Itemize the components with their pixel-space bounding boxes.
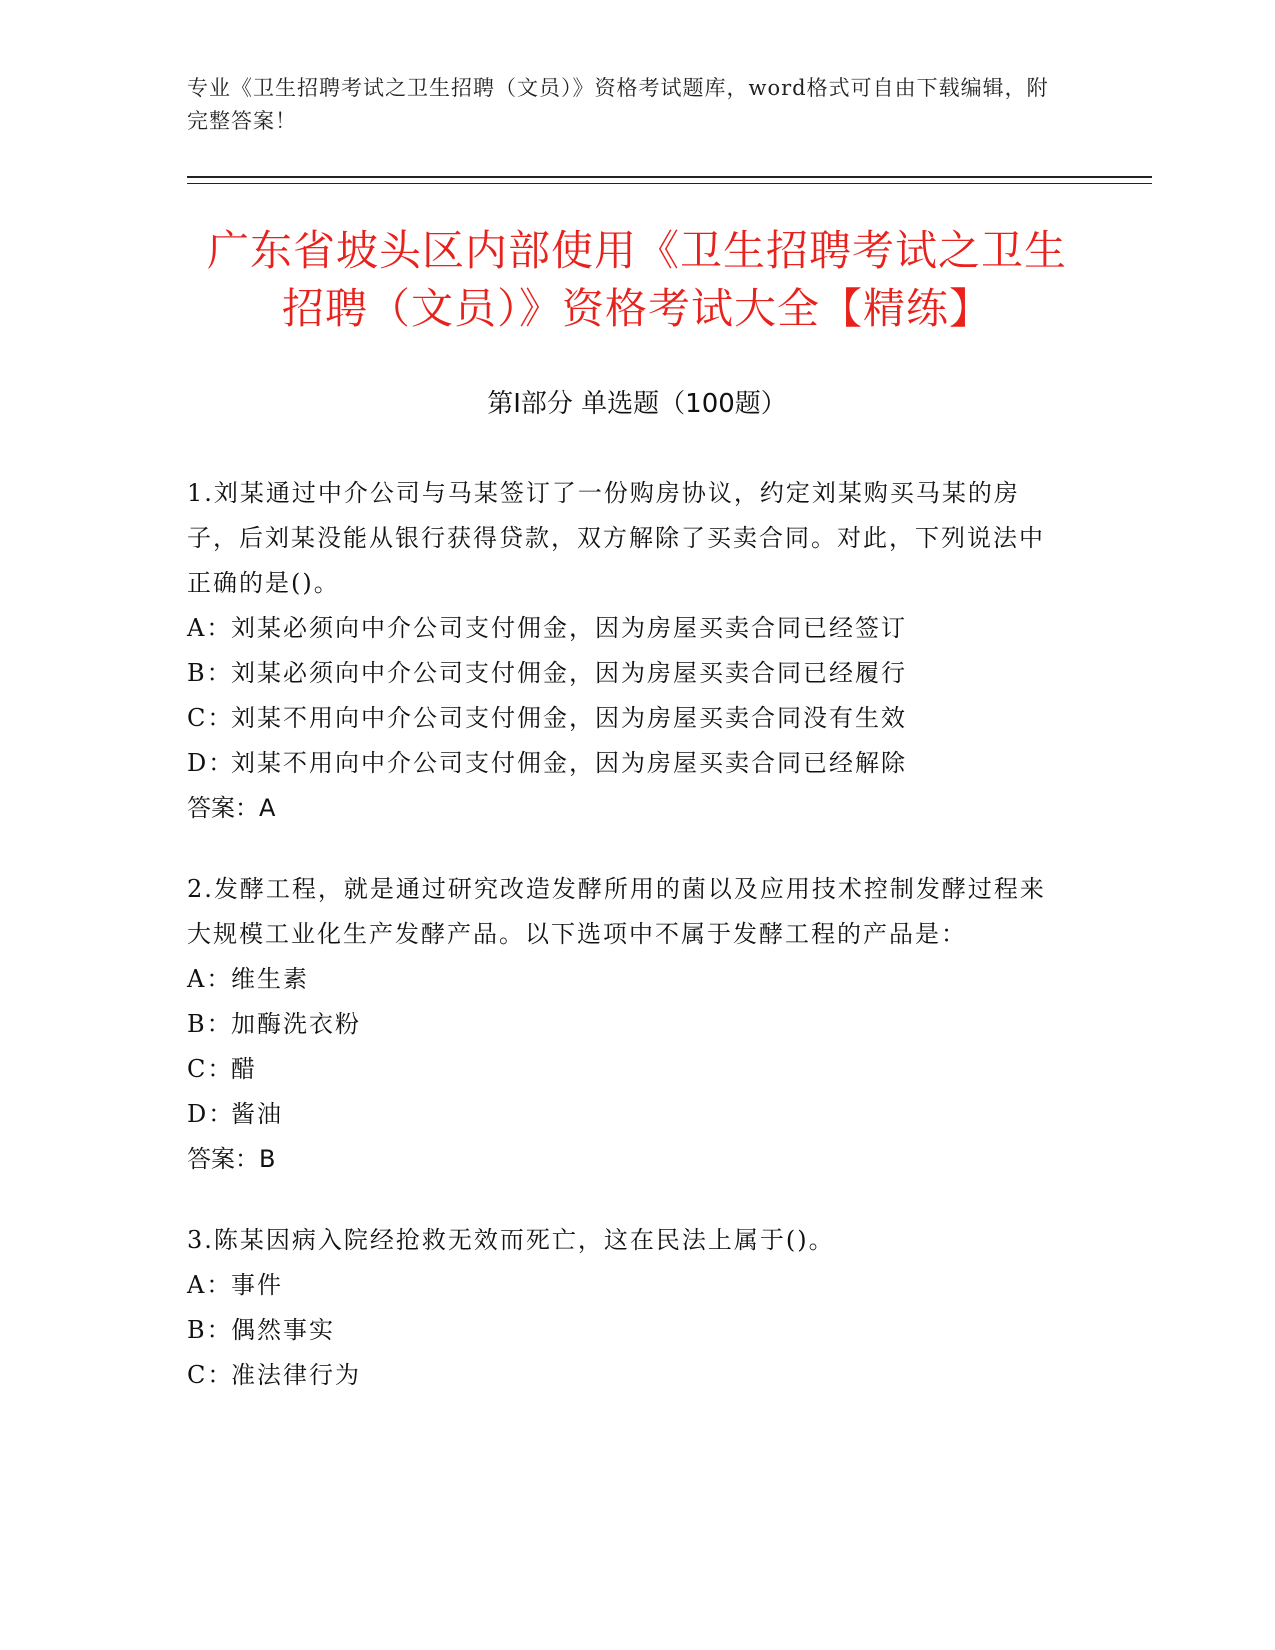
question-stem: 3.陈某因病入院经抢救无效而死亡，这在民法上属于()。 [187, 1226, 835, 1254]
option-text: 刘某不用向中介公司支付佣金，因为房屋买卖合同已经解除 [231, 749, 907, 777]
option-b [187, 1002, 1067, 1047]
option-text: 刘某必须向中介公司支付佣金，因为房屋买卖合同已经签订 [231, 614, 907, 642]
option-key: D： [187, 749, 235, 777]
option-key: B： [187, 659, 233, 687]
option-key: A： [187, 965, 233, 993]
document-title: 广东省坡头区内部使用《卫生招聘考试之卫生招聘（文员）》资格考试大全【精练】 [206, 226, 1067, 333]
option-key: C： [187, 704, 234, 732]
option-b [187, 651, 1067, 696]
option-c [187, 696, 1067, 741]
option-list [187, 1263, 1067, 1398]
option-list [187, 606, 1067, 786]
option-key: D： [187, 1100, 235, 1128]
option-c [187, 1047, 1067, 1092]
option-text: 刘某必须向中介公司支付佣金，因为房屋买卖合同已经履行 [231, 659, 907, 687]
option-text: 准法律行为 [231, 1361, 361, 1389]
option-list [187, 957, 1067, 1137]
option-text: 醋 [231, 1055, 257, 1083]
option-text: 维生素 [231, 965, 309, 993]
option-d [187, 741, 1067, 786]
header-note: 专业《卫生招聘考试之卫生招聘（文员）》资格考试题库，word格式可自由下载编辑，附完整答案！ [187, 76, 1049, 133]
question-1 [187, 471, 1067, 831]
option-b [187, 1308, 1067, 1353]
option-key: B： [187, 1010, 233, 1038]
question-stem: 2.发酵工程，就是通过研究改造发酵所用的菌以及应用技术控制发酵过程来大规模工业化生产发酵产品。以下选项中不属于发酵工程的产品是： [187, 875, 1046, 948]
option-key: B： [187, 1316, 233, 1344]
option-text: 事件 [231, 1271, 283, 1299]
option-text: 偶然事实 [231, 1316, 335, 1344]
option-text: 加酶洗衣粉 [231, 1010, 361, 1038]
option-key: A： [187, 614, 233, 642]
option-text: 酱油 [231, 1100, 283, 1128]
header-divider-thick [187, 176, 1152, 178]
question-list [187, 471, 1067, 1434]
option-key: C： [187, 1055, 234, 1083]
option-a [187, 957, 1067, 1002]
answer-line: 答案：B [187, 1145, 276, 1173]
option-key: C： [187, 1361, 234, 1389]
option-a [187, 1263, 1067, 1308]
question-2 [187, 867, 1067, 1182]
option-key: A： [187, 1271, 233, 1299]
option-d [187, 1092, 1067, 1137]
option-text: 刘某不用向中介公司支付佣金，因为房屋买卖合同没有生效 [231, 704, 907, 732]
option-c [187, 1353, 1067, 1398]
section-title: 第I部分 单选题（100题） [487, 389, 787, 419]
question-stem: 1.刘某通过中介公司与马某签订了一份购房协议，约定刘某购买马某的房子，后刘某没能从银行获得贷款，双方解除了买卖合同。对此，下列说法中正确的是()。 [187, 479, 1045, 597]
answer-line: 答案：A [187, 794, 276, 822]
question-3 [187, 1218, 1067, 1398]
header-divider-thin [187, 183, 1152, 184]
option-a [187, 606, 1067, 651]
